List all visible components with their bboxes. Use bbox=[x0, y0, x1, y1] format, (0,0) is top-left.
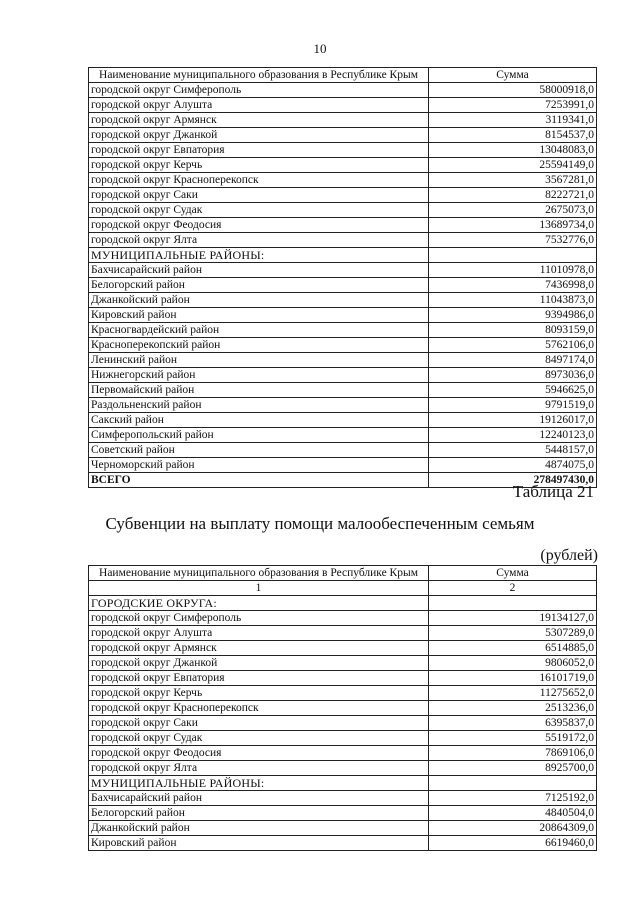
cell-sum: 8973036,0 bbox=[429, 368, 597, 383]
cell-name: городской округ Судак bbox=[89, 731, 429, 746]
table-row bbox=[89, 158, 597, 173]
cell-sum: 12240123,0 bbox=[429, 428, 597, 443]
cell-name: МУНИЦИПАЛЬНЫЕ РАЙОНЫ: bbox=[89, 776, 429, 791]
cell-name: Красноперекопский район bbox=[89, 338, 429, 353]
cell-name: ВСЕГО bbox=[89, 473, 429, 488]
cell-sum: 5762106,0 bbox=[429, 338, 597, 353]
cell-sum: 9394986,0 bbox=[429, 308, 597, 323]
table-row bbox=[89, 143, 597, 158]
table-row bbox=[89, 323, 597, 338]
table-label: Таблица 21 bbox=[512, 482, 594, 501]
cell-name: Джанкойский район bbox=[89, 293, 429, 308]
table-title: Субвенции на выплату помощи малообеспеченным семьям bbox=[105, 514, 535, 533]
cell-sum: 8093159,0 bbox=[429, 323, 597, 338]
cell-name: городской округ Керчь bbox=[89, 686, 429, 701]
table-row bbox=[89, 761, 597, 776]
table-row bbox=[89, 611, 597, 626]
cell-sum: 9791519,0 bbox=[429, 398, 597, 413]
cell-name: городской округ Алушта bbox=[89, 98, 429, 113]
units-label: (рублей) bbox=[540, 547, 598, 564]
cell-sum bbox=[429, 248, 597, 263]
table-header-row bbox=[89, 68, 597, 83]
table-body bbox=[89, 596, 597, 851]
table-row bbox=[89, 413, 597, 428]
table-row bbox=[89, 113, 597, 128]
cell-sum: 6619460,0 bbox=[429, 836, 597, 851]
column-header-sum: Сумма bbox=[429, 566, 597, 581]
cell-name: МУНИЦИПАЛЬНЫЕ РАЙОНЫ: bbox=[89, 248, 429, 263]
cell-sum: 6514885,0 bbox=[429, 641, 597, 656]
cell-sum: 4874075,0 bbox=[429, 458, 597, 473]
cell-sum: 13689734,0 bbox=[429, 218, 597, 233]
table-row bbox=[89, 218, 597, 233]
cell-name: Сакский район bbox=[89, 413, 429, 428]
cell-name: городской округ Судак bbox=[89, 203, 429, 218]
cell-name: ГОРОДСКИЕ ОКРУГА: bbox=[89, 596, 429, 611]
cell-sum: 7532776,0 bbox=[429, 233, 597, 248]
table-row bbox=[89, 806, 597, 821]
cell-name: Ленинский район bbox=[89, 353, 429, 368]
cell-sum: 278497430,0 bbox=[429, 473, 597, 488]
cell-name: Первомайский район bbox=[89, 383, 429, 398]
cell-name: городской округ Армянск bbox=[89, 641, 429, 656]
column-number: 2 bbox=[429, 581, 597, 596]
cell-name: Симферопольский район bbox=[89, 428, 429, 443]
cell-name: городской округ Саки bbox=[89, 188, 429, 203]
cell-sum: 3567281,0 bbox=[429, 173, 597, 188]
cell-name: городской округ Саки bbox=[89, 716, 429, 731]
cell-sum: 11043873,0 bbox=[429, 293, 597, 308]
cell-name: Советский район bbox=[89, 443, 429, 458]
table-row bbox=[89, 278, 597, 293]
table-row bbox=[89, 173, 597, 188]
cell-name: городской округ Красноперекопск bbox=[89, 173, 429, 188]
section-row bbox=[89, 596, 597, 611]
cell-sum: 7869106,0 bbox=[429, 746, 597, 761]
cell-sum: 5448157,0 bbox=[429, 443, 597, 458]
table-row bbox=[89, 686, 597, 701]
table-row bbox=[89, 821, 597, 836]
table-body bbox=[89, 83, 597, 488]
section-row bbox=[89, 248, 597, 263]
table-row bbox=[89, 98, 597, 113]
table-row bbox=[89, 731, 597, 746]
low-income-families-table bbox=[88, 565, 597, 851]
cell-name: Красногвардейский район bbox=[89, 323, 429, 338]
cell-name: городской округ Джанкой bbox=[89, 128, 429, 143]
table-row bbox=[89, 293, 597, 308]
table-row bbox=[89, 128, 597, 143]
column-header-name: Наименование муниципального образования в Республике Крым bbox=[89, 68, 429, 83]
cell-name: городской округ Евпатория bbox=[89, 143, 429, 158]
cell-name: городской округ Феодосия bbox=[89, 746, 429, 761]
cell-name: Бахчисарайский район bbox=[89, 263, 429, 278]
cell-name: городской округ Симферополь bbox=[89, 83, 429, 98]
cell-name: городской округ Керчь bbox=[89, 158, 429, 173]
table-row bbox=[89, 836, 597, 851]
cell-name: Белогорский район bbox=[89, 278, 429, 293]
cell-sum: 8925700,0 bbox=[429, 761, 597, 776]
cell-sum bbox=[429, 776, 597, 791]
subsidy-table-continued bbox=[88, 67, 597, 488]
cell-sum: 11275652,0 bbox=[429, 686, 597, 701]
table-row bbox=[89, 671, 597, 686]
cell-sum: 58000918,0 bbox=[429, 83, 597, 98]
cell-name: Кировский район bbox=[89, 836, 429, 851]
cell-sum: 8497174,0 bbox=[429, 353, 597, 368]
cell-sum: 9806052,0 bbox=[429, 656, 597, 671]
cell-name: Раздольненский район bbox=[89, 398, 429, 413]
cell-name: городской округ Ялта bbox=[89, 761, 429, 776]
cell-name: городской округ Евпатория bbox=[89, 671, 429, 686]
cell-sum: 8154537,0 bbox=[429, 128, 597, 143]
cell-name: городской округ Алушта bbox=[89, 626, 429, 641]
cell-sum: 6395837,0 bbox=[429, 716, 597, 731]
column-number: 1 bbox=[89, 581, 429, 596]
cell-sum bbox=[429, 596, 597, 611]
table-row bbox=[89, 368, 597, 383]
cell-name: городской округ Армянск bbox=[89, 113, 429, 128]
cell-sum: 7253991,0 bbox=[429, 98, 597, 113]
table-row bbox=[89, 791, 597, 806]
table-row bbox=[89, 263, 597, 278]
cell-name: городской округ Красноперекопск bbox=[89, 701, 429, 716]
cell-sum: 4840504,0 bbox=[429, 806, 597, 821]
table-row bbox=[89, 701, 597, 716]
cell-sum: 5519172,0 bbox=[429, 731, 597, 746]
cell-sum: 8222721,0 bbox=[429, 188, 597, 203]
cell-sum: 16101719,0 bbox=[429, 671, 597, 686]
cell-sum: 7125192,0 bbox=[429, 791, 597, 806]
table-row bbox=[89, 656, 597, 671]
table-row bbox=[89, 383, 597, 398]
cell-sum: 5946625,0 bbox=[429, 383, 597, 398]
table-row bbox=[89, 233, 597, 248]
table-row bbox=[89, 353, 597, 368]
table-row bbox=[89, 203, 597, 218]
cell-sum: 5307289,0 bbox=[429, 626, 597, 641]
table-row bbox=[89, 458, 597, 473]
cell-name: Нижнегорский район bbox=[89, 368, 429, 383]
table-row bbox=[89, 338, 597, 353]
table-row bbox=[89, 443, 597, 458]
table-row bbox=[89, 716, 597, 731]
cell-name: городской округ Джанкой bbox=[89, 656, 429, 671]
cell-name: городской округ Симферополь bbox=[89, 611, 429, 626]
column-number-row bbox=[89, 581, 597, 596]
cell-sum: 7436998,0 bbox=[429, 278, 597, 293]
table-row bbox=[89, 428, 597, 443]
table-header-row bbox=[89, 566, 597, 581]
cell-name: городской округ Феодосия bbox=[89, 218, 429, 233]
cell-name: Черноморский район bbox=[89, 458, 429, 473]
table-row bbox=[89, 398, 597, 413]
cell-sum: 13048083,0 bbox=[429, 143, 597, 158]
cell-name: городской округ Ялта bbox=[89, 233, 429, 248]
table-row bbox=[89, 746, 597, 761]
cell-sum: 2675073,0 bbox=[429, 203, 597, 218]
cell-sum: 19134127,0 bbox=[429, 611, 597, 626]
column-header-name: Наименование муниципального образования в Республике Крым bbox=[89, 566, 429, 581]
cell-sum: 25594149,0 bbox=[429, 158, 597, 173]
cell-name: Бахчисарайский район bbox=[89, 791, 429, 806]
table-row bbox=[89, 188, 597, 203]
cell-sum: 3119341,0 bbox=[429, 113, 597, 128]
cell-sum: 2513236,0 bbox=[429, 701, 597, 716]
table-row bbox=[89, 308, 597, 323]
cell-sum: 20864309,0 bbox=[429, 821, 597, 836]
column-header-sum: Сумма bbox=[429, 68, 597, 83]
cell-name: Джанкойский район bbox=[89, 821, 429, 836]
table-row bbox=[89, 626, 597, 641]
table-row bbox=[89, 83, 597, 98]
page-number: 10 bbox=[313, 41, 327, 56]
cell-sum: 19126017,0 bbox=[429, 413, 597, 428]
cell-name: Белогорский район bbox=[89, 806, 429, 821]
table-row bbox=[89, 641, 597, 656]
cell-name: Кировский район bbox=[89, 308, 429, 323]
section-row bbox=[89, 776, 597, 791]
cell-sum: 11010978,0 bbox=[429, 263, 597, 278]
